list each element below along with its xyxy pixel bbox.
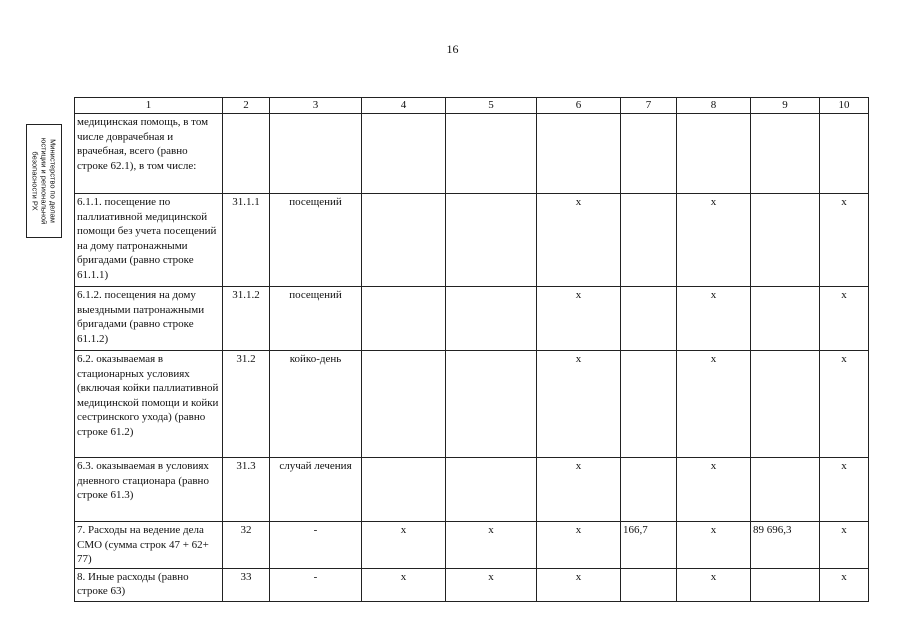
table-cell (537, 114, 621, 194)
table-cell (362, 458, 446, 522)
table-cell: x (820, 568, 869, 601)
table-cell (270, 114, 362, 194)
table-cell: x (446, 568, 537, 601)
table-cell: 31.3 (223, 458, 270, 522)
table-row (75, 568, 869, 601)
table-cell: x (820, 458, 869, 522)
table-cell (223, 114, 270, 194)
table-cell (362, 287, 446, 351)
table-cell (621, 351, 677, 458)
table-row (75, 194, 869, 287)
table-cell: x (537, 522, 621, 569)
column-header: 5 (446, 98, 537, 114)
table-cell: 31.1.1 (223, 194, 270, 287)
column-header: 2 (223, 98, 270, 114)
table-cell (621, 194, 677, 287)
table-cell: x (677, 522, 751, 569)
table-row (75, 351, 869, 458)
column-header: 3 (270, 98, 362, 114)
table-cell (820, 114, 869, 194)
table-cell (677, 114, 751, 194)
table-cell: 166,7 (621, 522, 677, 569)
table-cell (362, 194, 446, 287)
table-cell (446, 194, 537, 287)
table-header-row (75, 98, 869, 114)
table-cell: 31.1.2 (223, 287, 270, 351)
table-cell: 33 (223, 568, 270, 601)
page-number: 16 (446, 42, 459, 56)
column-header: 8 (677, 98, 751, 114)
table-cell: x (446, 522, 537, 569)
table-cell: x (677, 287, 751, 351)
table-cell: x (820, 287, 869, 351)
row-label: 6.1.2. посещения на дому выездными патронажными бригадами (равно строке 61.1.2) (75, 287, 223, 351)
stamp-text: Министерство по делам юстиции и региональной безопасности РХ (30, 137, 58, 225)
table-cell (751, 287, 820, 351)
column-header: 9 (751, 98, 820, 114)
table-cell: x (677, 351, 751, 458)
table-row (75, 458, 869, 522)
table-cell (621, 114, 677, 194)
table-cell: x (677, 194, 751, 287)
table-cell: - (270, 522, 362, 569)
column-header: 6 (537, 98, 621, 114)
table-cell: x (537, 194, 621, 287)
table-cell (621, 568, 677, 601)
table-cell (751, 114, 820, 194)
table-cell: x (362, 522, 446, 569)
registration-stamp (26, 124, 62, 238)
table-cell (621, 287, 677, 351)
row-label: 6.3. оказываемая в условиях дневного стационара (равно строке 61.3) (75, 458, 223, 522)
row-label: 7. Расходы на ведение дела СМО (сумма строк 47 + 62+ 77) (75, 522, 223, 569)
table-cell (621, 458, 677, 522)
table-cell (446, 458, 537, 522)
report-table (74, 97, 869, 602)
row-label: 6.2. оказываемая в стационарных условиях (включая койки паллиативной медицинской помощи и койки сестринского ухода) (равно строке 61.2) (75, 351, 223, 458)
row-label: 8. Иные расходы (равно строке 63) (75, 568, 223, 601)
table-cell: x (537, 568, 621, 601)
column-header: 7 (621, 98, 677, 114)
table-cell: посещений (270, 194, 362, 287)
table-cell (446, 114, 537, 194)
table-cell (446, 351, 537, 458)
row-label: 6.1.1. посещение по паллиативной медицинской помощи без учета посещений на дому патронажными бригадами (равно строке 61.1.1) (75, 194, 223, 287)
table-cell: x (537, 458, 621, 522)
row-label: медицинская помощь, в том числе доврачебная и врачебная, всего (равно строке 62.1), в том числе: (75, 114, 223, 194)
table-row (75, 522, 869, 569)
table-cell: x (820, 194, 869, 287)
table-cell: - (270, 568, 362, 601)
table-cell: койко-день (270, 351, 362, 458)
table-cell: x (677, 568, 751, 601)
table-cell: x (820, 351, 869, 458)
table-cell: x (677, 458, 751, 522)
table-row (75, 287, 869, 351)
table-cell: случай лечения (270, 458, 362, 522)
table-cell (362, 351, 446, 458)
table-row (75, 114, 869, 194)
table-cell: x (820, 522, 869, 569)
column-header: 4 (362, 98, 446, 114)
table-cell (751, 458, 820, 522)
table-cell (751, 568, 820, 601)
table-cell (751, 351, 820, 458)
table-cell: посещений (270, 287, 362, 351)
table-cell (446, 287, 537, 351)
table-cell (751, 194, 820, 287)
column-header: 1 (75, 98, 223, 114)
table-cell: x (362, 568, 446, 601)
table-cell (362, 114, 446, 194)
table-cell: 31.2 (223, 351, 270, 458)
table-cell: 32 (223, 522, 270, 569)
table-cell: 89 696,3 (751, 522, 820, 569)
column-header: 10 (820, 98, 869, 114)
table-cell: x (537, 287, 621, 351)
table-cell: x (537, 351, 621, 458)
